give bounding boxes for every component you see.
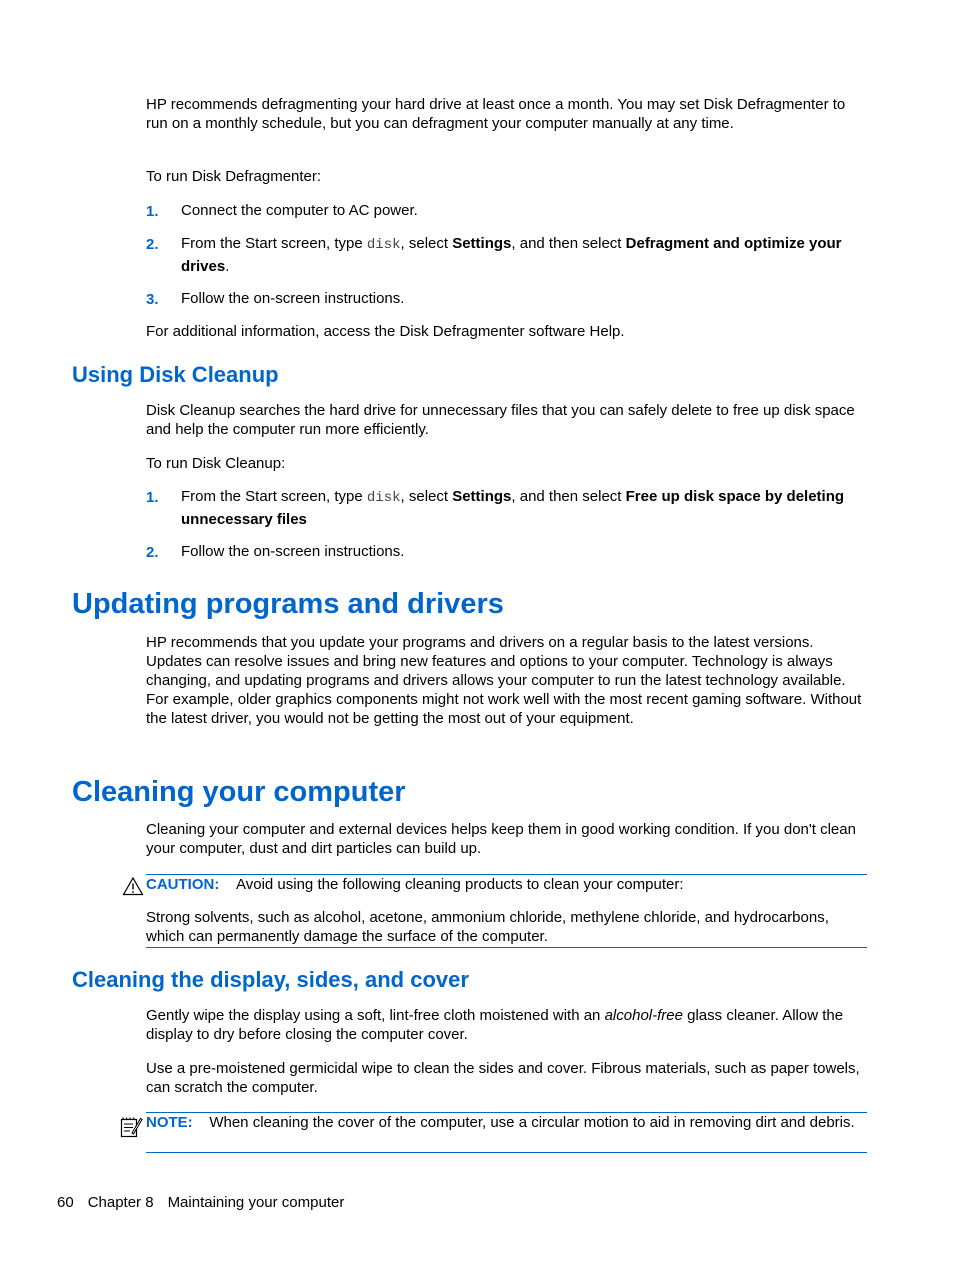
cleanup-intro: Disk Cleanup searches the hard drive for unnecessary files that you can safely delete to free up disk space and help the computer run more efficiently. xyxy=(146,402,855,438)
note-bottom-rule xyxy=(146,1152,867,1153)
page-footer xyxy=(57,1193,358,1212)
page-number: 60 xyxy=(57,1194,74,1211)
list-number: 3. xyxy=(146,291,159,308)
list-number: 1. xyxy=(146,203,159,220)
list-item: Follow the on-screen instructions. xyxy=(181,290,405,307)
list-number: 1. xyxy=(146,489,159,506)
footer-title: Maintaining your computer xyxy=(167,1194,345,1211)
defrag-intro: HP recommends defragmenting your hard drive at least once a month. You may set Disk Defragmenter to run on a monthly schedule, but you can defragment your computer manually at any time. xyxy=(146,96,846,132)
section-heading-updating: Updating programs and drivers xyxy=(72,588,504,620)
list-number: 2. xyxy=(146,544,159,561)
code-text: disk xyxy=(366,490,401,506)
note-line xyxy=(146,1113,861,1132)
note-pad-icon xyxy=(119,1115,143,1139)
caution-label: CAUTION: xyxy=(146,876,220,893)
code-text: disk xyxy=(366,237,401,253)
cleaning-body: Cleaning your computer and external devices helps keep them in good working condition. If you don't clean your computer, dust and dirt particles can build up. xyxy=(146,821,856,857)
caution-text: Avoid using the following cleaning products to clean your computer: xyxy=(236,876,684,893)
caution-detail: Strong solvents, such as alcohol, acetone, ammonium chloride, methylene chloride, and hydrocarbons, which can permanently damage the surface of the computer. xyxy=(146,909,829,945)
section-heading-display: Cleaning the display, sides, and cover xyxy=(72,967,469,992)
display-p1: Gently wipe the display using a soft, lint-free cloth moistened with an alcohol-free glass cleaner. Allow the display to dry before closing the computer cover. xyxy=(146,1007,844,1043)
footer-chapter: Chapter 8 xyxy=(87,1194,154,1211)
updating-body: HP recommends that you update your programs and drivers on a regular basis to the latest versions. Updates can resolve issues and bring new features and options to your computer. Technology is always changing, and updating programs and drivers allows your computer to run the latest technology available. For example, older graphics components might not work well with the most recent gaming software. Without the latest driver, you would not be getting the most out of your equipment. xyxy=(146,634,862,727)
section-heading-cleaning: Cleaning your computer xyxy=(72,776,406,808)
cleanup-to-run: To run Disk Cleanup: xyxy=(146,455,286,472)
display-p2: Use a pre-moistened germicidal wipe to clean the sides and cover. Fibrous materials, such as paper towels, can scratch the computer. xyxy=(146,1060,860,1096)
section-heading-disk-cleanup: Using Disk Cleanup xyxy=(72,362,279,387)
note-label: NOTE: xyxy=(146,1114,193,1131)
list-item: Follow the on-screen instructions. xyxy=(181,543,405,560)
caution-line xyxy=(146,875,868,894)
list-number: 2. xyxy=(146,236,159,253)
defrag-additional: For additional information, access the Disk Defragmenter software Help. xyxy=(146,323,625,340)
caution-bottom-rule xyxy=(146,947,867,948)
list-item: From the Start screen, type disk, select Settings, and then select Free up disk space by deleting unnecessary files xyxy=(181,488,845,528)
list-item: Connect the computer to AC power. xyxy=(181,202,418,219)
warning-triangle-icon xyxy=(122,876,144,896)
note-text: When cleaning the cover of the computer, use a circular motion to aid in removing dirt and debris. xyxy=(209,1114,855,1131)
list-item: From the Start screen, type disk, select Settings, and then select Defragment and optimize your drives. xyxy=(181,235,842,275)
defrag-to-run: To run Disk Defragmenter: xyxy=(146,168,322,185)
